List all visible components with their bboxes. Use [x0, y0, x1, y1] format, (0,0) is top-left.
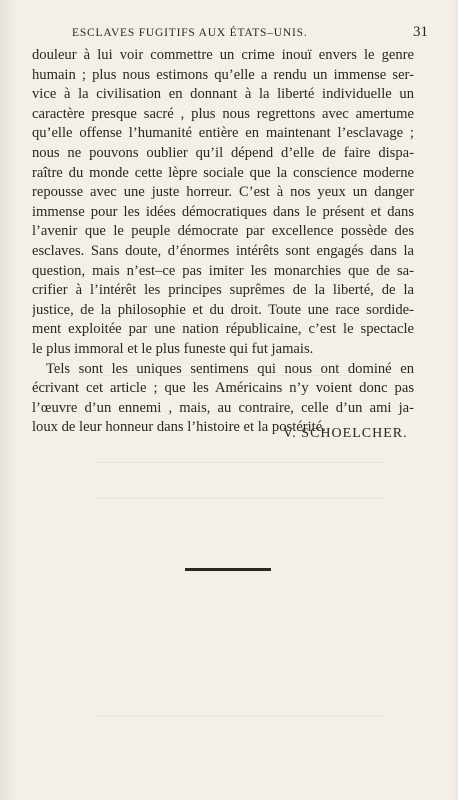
text-line: ment exploitée par une nation républicaine, c’est le spectacle: [32, 321, 414, 338]
text-line: vice à la civilisation en donnant à la liberté individuelle un: [32, 86, 414, 103]
running-head: ESCLAVES FUGITIFS AUX ÉTATS–UNIS.: [72, 27, 308, 39]
text-line: Tels sont les uniques sentimens qui nous ont dominé en: [46, 360, 414, 377]
body-text: [32, 46, 414, 438]
text-line: esclaves. Sans doute, d’énormes intérêts sont engagés dans la: [32, 242, 414, 259]
bleed-through-line: [96, 498, 386, 499]
bleed-through-line: [96, 462, 386, 463]
author-signature: V. SCHOELCHER.: [283, 426, 408, 441]
text-line: l’œuvre d’un ennemi , mais, au contraire, celle d’un ami ja-: [32, 399, 414, 416]
text-line: nous ne pouvons oublier qu’il dépend d’elle de faire dispa-: [32, 144, 414, 161]
bleed-through-line: [96, 716, 386, 717]
page-header: [32, 26, 428, 42]
page-number: 31: [413, 24, 428, 40]
text-line: caractère presque sacré , plus nous regrettons avec amertume: [32, 105, 414, 122]
text-line: qu’elle offense l’humanité entière en maintenant l’esclavage ;: [32, 125, 414, 142]
text-line: humain ; plus nous estimons qu’elle a rendu un immense ser-: [32, 66, 414, 83]
bleed-through-line: [96, 375, 386, 376]
text-line: écrivant cet article ; que les Américains n’y voient donc pas: [32, 380, 414, 397]
text-line: raître du monde cette lèpre sociale que la conscience moderne: [32, 164, 414, 181]
text-line: douleur à lui voir commettre un crime inouï envers le genre: [32, 47, 414, 63]
text-line: repousse avec une juste horreur. C’est à nos yeux un danger: [32, 184, 414, 201]
text-line: crifier à l’intérêt les principes suprêmes de la liberté, de la: [32, 282, 414, 299]
text-line: question, mais n’est–ce pas imiter les monarchies que de sa-: [32, 262, 414, 279]
text-line: loux de leur honneur dans l’histoire et la postérité.: [32, 419, 326, 436]
text-line: justice, de la philosophie et du droit. Toute une race sordide-: [32, 301, 414, 318]
text-line: le plus immoral et le plus funeste qui fut jamais.: [32, 340, 314, 357]
text-line: l’avenir que le peuple démocrate par excellence possède des: [32, 223, 414, 240]
text-line: immense pour les idées démocratiques dans le présent et dans: [32, 203, 414, 220]
closing-rule: [185, 568, 271, 571]
